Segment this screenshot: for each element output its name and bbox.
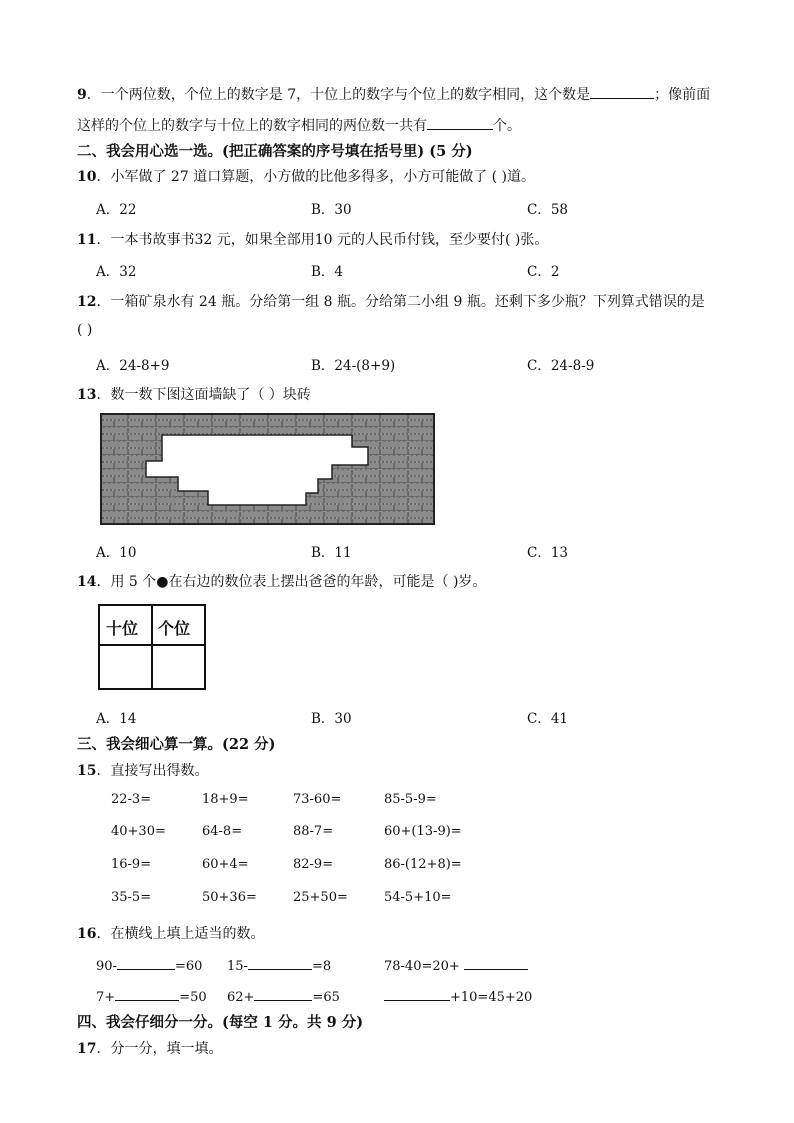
q16-item-5: 62+ =65 (227, 986, 340, 1005)
section-3-title: 三、我会细心算一算。(22 分) (77, 736, 276, 753)
q12-answer-paren[interactable]: ( ) (77, 322, 93, 338)
q12-option-a[interactable]: A．24-8+9 (96, 358, 170, 374)
q13-text: 13．数一数下图这面墙缺了（ ）块砖 (77, 387, 311, 403)
q15-item: 22-3= (111, 792, 152, 807)
section-4-title: 四、我会仔细分一分。(每空 1 分。共 9 分) (77, 1014, 364, 1031)
tens-cell[interactable] (102, 648, 150, 686)
q14-option-b[interactable]: B．30 (311, 711, 352, 727)
q9-line2: 这样的个位上的数字与十位上的数字相同的两位数一共有 个。 (77, 115, 521, 135)
q16-item-3: 78-40=20+ (384, 955, 528, 974)
brick-wall-figure (100, 413, 435, 525)
q14-text: 14．用 5 个●在右边的数位表上摆出爸爸的年龄，可能是（ )岁。 (77, 574, 487, 590)
ones-cell[interactable] (154, 648, 202, 686)
q12-option-c[interactable]: C．24-8-9 (527, 358, 595, 374)
q15-item: 25+50= (293, 890, 348, 905)
q15-item: 40+30= (111, 824, 166, 839)
q10-text: 10．小军做了 27 道口算题，小方做的比他多得多，小方可能做了 ( )道。 (77, 169, 536, 185)
q11-option-b[interactable]: B．4 (311, 264, 344, 280)
q16-blank[interactable] (248, 955, 312, 970)
q16-item-6: +10=45+20 (384, 986, 532, 1005)
q9-line1: 9．一个两位数，个位上的数字是 7，十位上的数字与个位上的数字相同，这个数是 ；像前面 (77, 84, 710, 104)
q15-item: 86-(12+8)= (384, 857, 462, 872)
q9-answer-blank-2[interactable] (427, 115, 493, 130)
ones-label: 个位 (158, 619, 191, 638)
q14-option-a[interactable]: A．14 (96, 711, 137, 727)
q15-item: 60+4= (202, 857, 249, 872)
q16-item-2: 15- =8 (227, 955, 331, 974)
q15-item: 88-7= (293, 824, 334, 839)
q13-option-a[interactable]: A．10 (96, 545, 137, 561)
q13-option-c[interactable]: C．13 (527, 545, 569, 561)
q10-option-b[interactable]: B．30 (311, 202, 352, 218)
q16-item-1: 90- =60 (96, 955, 202, 974)
q15-item: 85-5-9= (384, 792, 437, 807)
q9-answer-blank-1[interactable] (590, 84, 654, 99)
q12-text: 12．一箱矿泉水有 24 瓶。分给第一组 8 瓶。分给第二小组 9 瓶。还剩下多少瓶？下列算式错误的是 (77, 294, 705, 310)
place-value-table (98, 604, 206, 690)
q14-option-c[interactable]: C．41 (527, 711, 569, 727)
q13-option-b[interactable]: B．11 (311, 545, 352, 561)
q16-blank[interactable] (384, 986, 450, 1001)
q10-option-c[interactable]: C．58 (527, 202, 569, 218)
section-2-title: 二、我会用心选一选。(把正确答案的序号填在括号里) (5 分) (77, 143, 473, 160)
q11-text: 11．一本书故事书32 元，如果全部用10 元的人民币付钱，至少要付( )张。 (77, 232, 549, 248)
q15-item: 16-9= (111, 857, 152, 872)
q15-item: 50+36= (202, 890, 257, 905)
q16-blank[interactable] (115, 986, 179, 1001)
q15-item: 18+9= (202, 792, 249, 807)
q16-item-4: 7+ =50 (96, 986, 207, 1005)
q15-text: 15．直接写出得数。 (77, 763, 209, 779)
q10-option-a[interactable]: A．22 (96, 202, 137, 218)
q15-item: 82-9= (293, 857, 334, 872)
q16-blank[interactable] (464, 955, 528, 970)
q15-item: 64-8= (202, 824, 243, 839)
q16-blank[interactable] (117, 955, 175, 970)
tens-label: 十位 (106, 619, 139, 638)
q15-item: 54-5+10= (384, 890, 452, 905)
q15-item: 60+(13-9)= (384, 824, 462, 839)
q11-option-c[interactable]: C．2 (527, 264, 560, 280)
q16-blank[interactable] (254, 986, 312, 1001)
q15-item: 35-5= (111, 890, 152, 905)
q16-text: 16．在横线上填上适当的数。 (77, 926, 265, 942)
q15-item: 73-60= (293, 792, 342, 807)
q17-text: 17．分一分，填一填。 (77, 1041, 223, 1057)
q11-option-a[interactable]: A．32 (96, 264, 137, 280)
q12-option-b[interactable]: B．24-(8+9) (311, 358, 396, 374)
